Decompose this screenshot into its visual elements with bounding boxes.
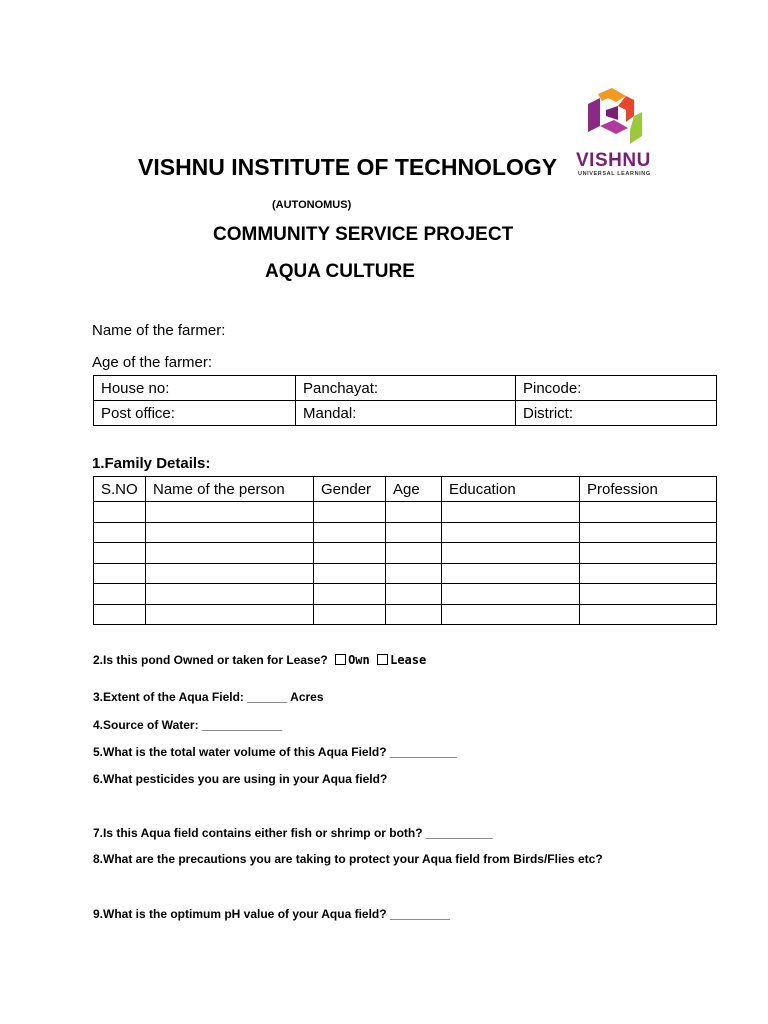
col-header-name: Name of the person	[146, 477, 314, 502]
table-cell[interactable]	[442, 543, 580, 564]
col-header-profession: Profession	[580, 477, 717, 502]
page-title: VISHNU INSTITUTE OF TECHNOLOGY	[138, 154, 558, 180]
house-no-cell[interactable]: House no:	[94, 376, 296, 401]
table-row	[94, 604, 717, 625]
logo-wordmark: VISHNU	[576, 150, 651, 171]
page-subtitle: (AUTONOMUS)	[272, 199, 352, 211]
table-cell[interactable]	[442, 502, 580, 523]
table-header-row	[94, 477, 717, 502]
table-cell[interactable]	[386, 502, 442, 523]
table-cell[interactable]	[314, 543, 386, 564]
table-cell[interactable]	[314, 502, 386, 523]
table-cell[interactable]	[146, 502, 314, 523]
mandal-cell[interactable]: Mandal:	[296, 401, 516, 426]
table-cell[interactable]	[580, 502, 717, 523]
table-row	[94, 502, 717, 523]
question-3: 3.Extent of the Aqua Field: ______ Acres	[93, 690, 324, 704]
project-heading: COMMUNITY SERVICE PROJECT	[213, 224, 514, 245]
table-row	[94, 563, 717, 584]
table-row	[94, 522, 717, 543]
question-2-text: 2.Is this pond Owned or taken for Lease?	[93, 653, 328, 667]
lease-checkbox[interactable]	[377, 654, 388, 665]
table-cell[interactable]	[94, 584, 146, 605]
table-row	[94, 543, 717, 564]
table-cell[interactable]	[94, 543, 146, 564]
table-cell[interactable]	[94, 563, 146, 584]
table-cell[interactable]	[580, 584, 717, 605]
table-cell[interactable]	[442, 604, 580, 625]
table-row	[94, 401, 717, 426]
table-cell[interactable]	[442, 584, 580, 605]
panchayat-cell[interactable]: Panchayat:	[296, 376, 516, 401]
col-header-age: Age	[386, 477, 442, 502]
lease-option-label: Lease	[390, 653, 427, 667]
table-cell[interactable]	[386, 563, 442, 584]
table-cell[interactable]	[314, 563, 386, 584]
table-cell[interactable]	[94, 522, 146, 543]
question-8: 8.What are the precautions you are taking to protect your Aqua field from Birds/Flies etc?	[93, 852, 603, 866]
table-cell[interactable]	[442, 522, 580, 543]
table-cell[interactable]	[386, 604, 442, 625]
own-checkbox[interactable]	[335, 654, 346, 665]
table-cell[interactable]	[94, 604, 146, 625]
table-cell[interactable]	[580, 563, 717, 584]
question-4: 4.Source of Water: ____________	[93, 718, 282, 732]
question-9: 9.What is the optimum pH value of your Aqua field? _________	[93, 907, 450, 921]
table-cell[interactable]	[146, 543, 314, 564]
table-row	[94, 376, 717, 401]
topic-heading: AQUA CULTURE	[265, 261, 415, 282]
family-section-title: 1.Family Details:	[92, 455, 211, 472]
table-cell[interactable]	[314, 584, 386, 605]
farmer-name-label: Name of the farmer:	[92, 322, 226, 339]
question-7: 7.Is this Aqua field contains either fish or shrimp or both? __________	[93, 826, 493, 840]
pincode-cell[interactable]: Pincode:	[516, 376, 717, 401]
family-table	[93, 476, 717, 625]
table-cell[interactable]	[580, 604, 717, 625]
logo-tagline: UNIVERSAL LEARNING	[578, 171, 651, 177]
table-cell[interactable]	[94, 502, 146, 523]
own-option-label: Own	[348, 653, 370, 667]
table-cell[interactable]	[386, 543, 442, 564]
table-cell[interactable]	[580, 543, 717, 564]
post-office-cell[interactable]: Post office:	[94, 401, 296, 426]
table-cell[interactable]	[386, 584, 442, 605]
district-cell[interactable]: District:	[516, 401, 717, 426]
table-cell[interactable]	[580, 522, 717, 543]
table-cell[interactable]	[314, 522, 386, 543]
question-5: 5.What is the total water volume of this Aqua Field? __________	[93, 745, 457, 759]
table-cell[interactable]	[146, 522, 314, 543]
question-6: 6.What pesticides you are using in your Aqua field?	[93, 772, 388, 786]
table-cell[interactable]	[314, 604, 386, 625]
col-header-gender: Gender	[314, 477, 386, 502]
col-header-sno: S.NO	[94, 477, 146, 502]
table-cell[interactable]	[146, 604, 314, 625]
table-cell[interactable]	[146, 563, 314, 584]
col-header-education: Education	[442, 477, 580, 502]
farmer-age-label: Age of the farmer:	[92, 354, 213, 371]
question-2	[93, 653, 426, 667]
table-cell[interactable]	[386, 522, 442, 543]
table-cell[interactable]	[442, 563, 580, 584]
address-table	[93, 375, 717, 426]
table-cell[interactable]	[146, 584, 314, 605]
table-row	[94, 584, 717, 605]
